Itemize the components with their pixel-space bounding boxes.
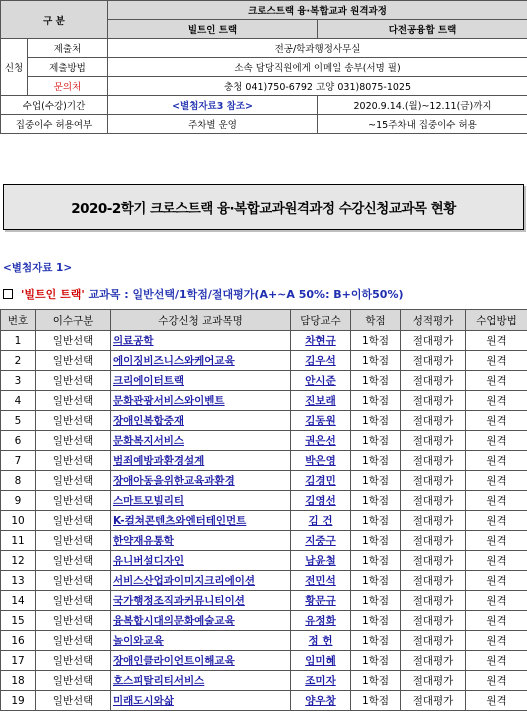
course-credit: 1학점: [351, 351, 401, 371]
course-type: 일반선택: [36, 631, 111, 651]
header-course-name: 수강신청 교과목명: [111, 310, 291, 331]
course-credit: 1학점: [351, 371, 401, 391]
class-method: 원격: [466, 431, 527, 451]
period-value: 2020.9.14.(월)~12.11(금)까지: [318, 96, 527, 115]
class-method: 원격: [466, 411, 527, 431]
row-number: 12: [1, 551, 36, 571]
course-name-link[interactable]: 한약재유통학: [111, 531, 291, 551]
table-row: [1, 591, 527, 611]
professor-name: 안시준: [291, 371, 351, 391]
class-method: 원격: [466, 551, 527, 571]
grading-type: 절대평가: [401, 651, 466, 671]
apply-label: 신청: [1, 39, 28, 96]
course-type: 일반선택: [36, 411, 111, 431]
course-name-link[interactable]: 범죄예방과환경설계: [111, 451, 291, 471]
professor-name: 권은선: [291, 431, 351, 451]
course-credit: 1학점: [351, 591, 401, 611]
class-method: 원격: [466, 591, 527, 611]
course-credit: 1학점: [351, 531, 401, 551]
program-title: 크로스트랙 융·복합교과 원격과정: [108, 1, 527, 20]
page-title: 2020-2학기 크로스트랙 융·복합교과원격과정 수강신청교과목 현황: [3, 184, 524, 230]
course-type: 일반선택: [36, 551, 111, 571]
contact-label: 문의처: [28, 77, 108, 96]
grading-type: 절대평가: [401, 691, 466, 711]
grading-type: 절대평가: [401, 471, 466, 491]
class-method: 원격: [466, 531, 527, 551]
table-row: [1, 631, 527, 651]
table-row: [1, 351, 527, 371]
row-number: 9: [1, 491, 36, 511]
col-multi: 다전공융합 트랙: [318, 20, 527, 39]
professor-name: 양우창: [291, 691, 351, 711]
course-type: 일반선택: [36, 691, 111, 711]
section-heading: [3, 286, 404, 302]
row-number: 16: [1, 631, 36, 651]
course-credit: 1학점: [351, 651, 401, 671]
table-row: [1, 531, 527, 551]
header-method: 수업방법: [466, 310, 527, 331]
course-name-link[interactable]: 국가행정조직과커뮤니티이션: [111, 591, 291, 611]
course-type: 일반선택: [36, 451, 111, 471]
header-no: 번호: [1, 310, 36, 331]
course-type: 일반선택: [36, 511, 111, 531]
submit-to-label: 제출처: [28, 39, 108, 58]
row-number: 5: [1, 411, 36, 431]
course-credit: 1학점: [351, 471, 401, 491]
professor-name: 조미자: [291, 671, 351, 691]
course-name-link[interactable]: 에이징비즈니스와케어교육: [111, 351, 291, 371]
course-type: 일반선택: [36, 431, 111, 451]
course-name-link[interactable]: 크리에이터트랙: [111, 371, 291, 391]
class-method: 원격: [466, 371, 527, 391]
concentrated-multi: ~15주차내 집중이수 허용: [318, 115, 527, 134]
course-credit: 1학점: [351, 331, 401, 351]
col-builtin: 빌트인 트랙: [108, 20, 318, 39]
table-row: [1, 331, 527, 351]
grading-type: 절대평가: [401, 351, 466, 371]
row-number: 14: [1, 591, 36, 611]
grading-type: 절대평가: [401, 391, 466, 411]
grading-type: 절대평가: [401, 631, 466, 651]
course-credit: 1학점: [351, 551, 401, 571]
table-row: [1, 451, 527, 471]
professor-name: 남윤철: [291, 551, 351, 571]
course-name-link[interactable]: 문화복지서비스: [111, 431, 291, 451]
section-text: 교과목 : 일반선택/1학점/절대평가(A+~A 50%: B+이하50%): [84, 288, 404, 301]
professor-name: 진보래: [291, 391, 351, 411]
class-method: 원격: [466, 651, 527, 671]
professor-name: 황문규: [291, 591, 351, 611]
table-row: [1, 571, 527, 591]
grading-type: 절대평가: [401, 411, 466, 431]
table-row: [1, 691, 527, 711]
table-row: [1, 551, 527, 571]
professor-name: 차현규: [291, 331, 351, 351]
row-number: 2: [1, 351, 36, 371]
class-method: 원격: [466, 331, 527, 351]
course-credit: 1학점: [351, 491, 401, 511]
course-name-link[interactable]: 장애아동을위한교육과환경: [111, 471, 291, 491]
course-type: 일반선택: [36, 531, 111, 551]
info-table: [0, 0, 527, 134]
period-label: 수업(수강)기간: [1, 96, 108, 115]
course-name-link[interactable]: 스마트모빌리티: [111, 491, 291, 511]
course-name-link[interactable]: 유니버설디자인: [111, 551, 291, 571]
course-type: 일반선택: [36, 651, 111, 671]
row-number: 4: [1, 391, 36, 411]
course-name-link[interactable]: 놀이와교육: [111, 631, 291, 651]
row-number: 17: [1, 651, 36, 671]
grading-type: 절대평가: [401, 451, 466, 471]
class-method: 원격: [466, 571, 527, 591]
professor-name: 박은영: [291, 451, 351, 471]
submit-method-label: 제출방법: [28, 58, 108, 77]
course-type: 일반선택: [36, 351, 111, 371]
header-label: 구 분: [1, 1, 108, 39]
table-row: [1, 391, 527, 411]
submit-to-value: 전공/학과행정사무실: [108, 39, 527, 58]
course-type: 일반선택: [36, 671, 111, 691]
row-number: 6: [1, 431, 36, 451]
grading-type: 절대평가: [401, 531, 466, 551]
grading-type: 절대평가: [401, 331, 466, 351]
grading-type: 절대평가: [401, 551, 466, 571]
professor-name: 김 건: [291, 511, 351, 531]
submit-method-value: 소속 담당직원에게 이메일 송부(서명 필): [108, 58, 527, 77]
course-credit: 1학점: [351, 431, 401, 451]
concentrated-builtin: 주차별 운영: [108, 115, 318, 134]
course-name-link[interactable]: 문화관광서비스와이벤트: [111, 391, 291, 411]
professor-name: 지중구: [291, 531, 351, 551]
course-credit: 1학점: [351, 691, 401, 711]
table-row: [1, 611, 527, 631]
table-header-row: [1, 310, 527, 331]
professor-name: 정 헌: [291, 631, 351, 651]
header-professor: 담당교수: [291, 310, 351, 331]
course-type: 일반선택: [36, 331, 111, 351]
row-number: 3: [1, 371, 36, 391]
table-row: [1, 491, 527, 511]
course-name-link[interactable]: K-컬쳐콘텐츠와엔터테인먼트: [111, 511, 291, 531]
class-method: 원격: [466, 471, 527, 491]
course-name-link[interactable]: 장애인클라이언트이해교육: [111, 651, 291, 671]
class-method: 원격: [466, 491, 527, 511]
course-type: 일반선택: [36, 491, 111, 511]
row-number: 1: [1, 331, 36, 351]
grading-type: 절대평가: [401, 511, 466, 531]
professor-name: 김영선: [291, 491, 351, 511]
course-name-link[interactable]: 서비스산업과이미지크리에이션: [111, 571, 291, 591]
row-number: 10: [1, 511, 36, 531]
table-row: [1, 511, 527, 531]
grading-type: 절대평가: [401, 611, 466, 631]
course-type: 일반선택: [36, 611, 111, 631]
class-method: 원격: [466, 671, 527, 691]
class-method: 원격: [466, 451, 527, 471]
course-type: 일반선택: [36, 571, 111, 591]
grading-type: 절대평가: [401, 671, 466, 691]
class-method: 원격: [466, 631, 527, 651]
section-track-name: '빌트인 트랙': [21, 288, 85, 301]
course-name-link[interactable]: 호스피탈리티서비스: [111, 671, 291, 691]
professor-name: 김경민: [291, 471, 351, 491]
course-credit: 1학점: [351, 571, 401, 591]
course-credit: 1학점: [351, 611, 401, 631]
course-credit: 1학점: [351, 411, 401, 431]
table-row: [1, 671, 527, 691]
professor-name: 김우석: [291, 351, 351, 371]
concentrated-label: 집중이수 허용여부: [1, 115, 108, 134]
course-type: 일반선택: [36, 371, 111, 391]
row-number: 18: [1, 671, 36, 691]
attachment-ref-label: <별첨자료 1>: [3, 262, 73, 274]
course-credit: 1학점: [351, 451, 401, 471]
row-number: 7: [1, 451, 36, 471]
table-row: [1, 431, 527, 451]
class-method: 원격: [466, 351, 527, 371]
header-credit: 학점: [351, 310, 401, 331]
header-type: 이수구분: [36, 310, 111, 331]
course-credit: 1학점: [351, 631, 401, 651]
grading-type: 절대평가: [401, 371, 466, 391]
class-method: 원격: [466, 691, 527, 711]
grading-type: 절대평가: [401, 591, 466, 611]
checkbox-square-icon: [3, 289, 13, 299]
course-type: 일반선택: [36, 391, 111, 411]
professor-name: 유정화: [291, 611, 351, 631]
class-method: 원격: [466, 511, 527, 531]
course-credit: 1학점: [351, 391, 401, 411]
grading-type: 절대평가: [401, 491, 466, 511]
row-number: 13: [1, 571, 36, 591]
course-name-link[interactable]: 융복합시대의문화예술교육: [111, 611, 291, 631]
course-table: [0, 309, 527, 711]
class-method: 원격: [466, 611, 527, 631]
course-type: 일반선택: [36, 471, 111, 491]
header-grading: 성적평가: [401, 310, 466, 331]
contact-value: 충청 041)750-6792 고양 031)8075-1025: [108, 77, 527, 96]
table-row: [1, 411, 527, 431]
course-name-link[interactable]: 미래도시와삶: [111, 691, 291, 711]
grading-type: 절대평가: [401, 431, 466, 451]
row-number: 19: [1, 691, 36, 711]
course-type: 일반선택: [36, 591, 111, 611]
professor-name: 전민석: [291, 571, 351, 591]
grading-type: 절대평가: [401, 571, 466, 591]
course-name-link[interactable]: 장애인복합중재: [111, 411, 291, 431]
class-method: 원격: [466, 391, 527, 411]
course-credit: 1학점: [351, 511, 401, 531]
row-number: 15: [1, 611, 36, 631]
course-credit: 1학점: [351, 671, 401, 691]
table-row: [1, 651, 527, 671]
table-row: [1, 471, 527, 491]
row-number: 8: [1, 471, 36, 491]
course-name-link[interactable]: 의료공학: [111, 331, 291, 351]
professor-name: 임미혜: [291, 651, 351, 671]
professor-name: 김동원: [291, 411, 351, 431]
row-number: 11: [1, 531, 36, 551]
table-row: [1, 371, 527, 391]
period-ref: <별첨자료3 참조>: [108, 96, 318, 115]
